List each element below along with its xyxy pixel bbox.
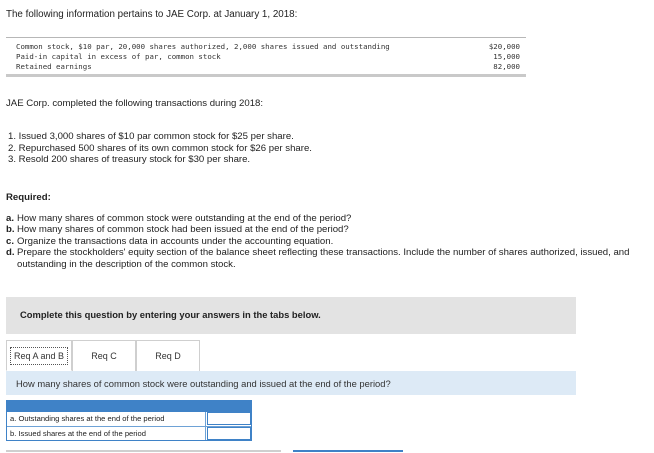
instructions-banner xyxy=(6,297,576,334)
outstanding-shares-input[interactable] xyxy=(207,412,251,425)
transactions-list xyxy=(8,131,312,166)
answer-table xyxy=(6,400,252,441)
capital-amount: $20,000 xyxy=(488,42,520,51)
transactions-intro: JAE Corp. completed the following transactions during 2018: xyxy=(6,98,264,109)
tab-req-c[interactable] xyxy=(72,340,136,371)
answer-label: a. Outstanding shares at the end of the period xyxy=(7,412,206,426)
capital-label: Common stock, $10 par, 20,000 shares authorized, 2,000 shares issued and outstanding xyxy=(16,42,390,51)
tab-label: Req C xyxy=(91,351,117,361)
tab-bar xyxy=(6,340,200,371)
requirement-label: a. xyxy=(6,213,15,224)
requirements-list xyxy=(6,213,646,270)
requirement-text: How many shares of common stock were outstanding at the end of the period? xyxy=(17,213,352,224)
transaction-item: 1. Issued 3,000 shares of $10 par common stock for $25 per share. xyxy=(8,131,294,142)
requirement-item xyxy=(6,224,646,235)
required-heading: Required: xyxy=(6,192,51,203)
requirement-item xyxy=(6,236,646,247)
question-text: How many shares of common stock were outstanding and issued at the end of the period? xyxy=(16,378,391,389)
answer-row xyxy=(7,426,251,440)
capital-label: Retained earnings xyxy=(16,62,92,71)
requirement-item xyxy=(6,213,646,224)
requirement-item xyxy=(6,247,646,270)
capital-amount: 82,000 xyxy=(493,62,520,71)
intro-text: The following information pertains to JAE Corp. at January 1, 2018: xyxy=(6,9,298,20)
tab-label: Req A and B xyxy=(10,347,68,365)
tab-label: Req D xyxy=(155,351,181,361)
capital-row xyxy=(6,62,526,72)
capital-row xyxy=(6,52,526,62)
banner-text: Complete this question by entering your answers in the tabs below. xyxy=(20,309,321,320)
capital-table xyxy=(6,37,526,77)
capital-amount: 15,000 xyxy=(493,52,520,61)
requirement-text: How many shares of common stock had been issued at the end of the period? xyxy=(17,224,349,236)
transaction-item: 3. Resold 200 shares of treasury stock for $30 per share. xyxy=(8,154,251,166)
question-bar xyxy=(6,371,576,395)
nav-divider xyxy=(6,450,281,452)
answer-row xyxy=(7,412,251,426)
nav-divider-active xyxy=(293,450,403,452)
issued-shares-input[interactable] xyxy=(207,427,251,440)
requirement-text: Prepare the stockholders' equity section of the balance sheet reflecting these transactions. Include the number of shares authorized, issued, and outstanding in the description of the common stock. xyxy=(17,247,630,270)
tab-req-d[interactable] xyxy=(136,340,200,371)
requirement-text: Organize the transactions data in accounts under the accounting equation. xyxy=(17,235,334,247)
capital-row xyxy=(6,42,526,52)
answer-label: b. Issued shares at the end of the period xyxy=(7,427,206,440)
requirement-label: c. xyxy=(6,235,15,247)
tab-req-a-and-b[interactable] xyxy=(6,340,72,371)
requirement-label: b. xyxy=(6,224,15,236)
capital-label: Paid-in capital in excess of par, common stock xyxy=(16,52,221,61)
transaction-item: 2. Repurchased 500 shares of its own common stock for $26 per share. xyxy=(8,142,312,154)
requirement-label: d. xyxy=(6,247,15,259)
